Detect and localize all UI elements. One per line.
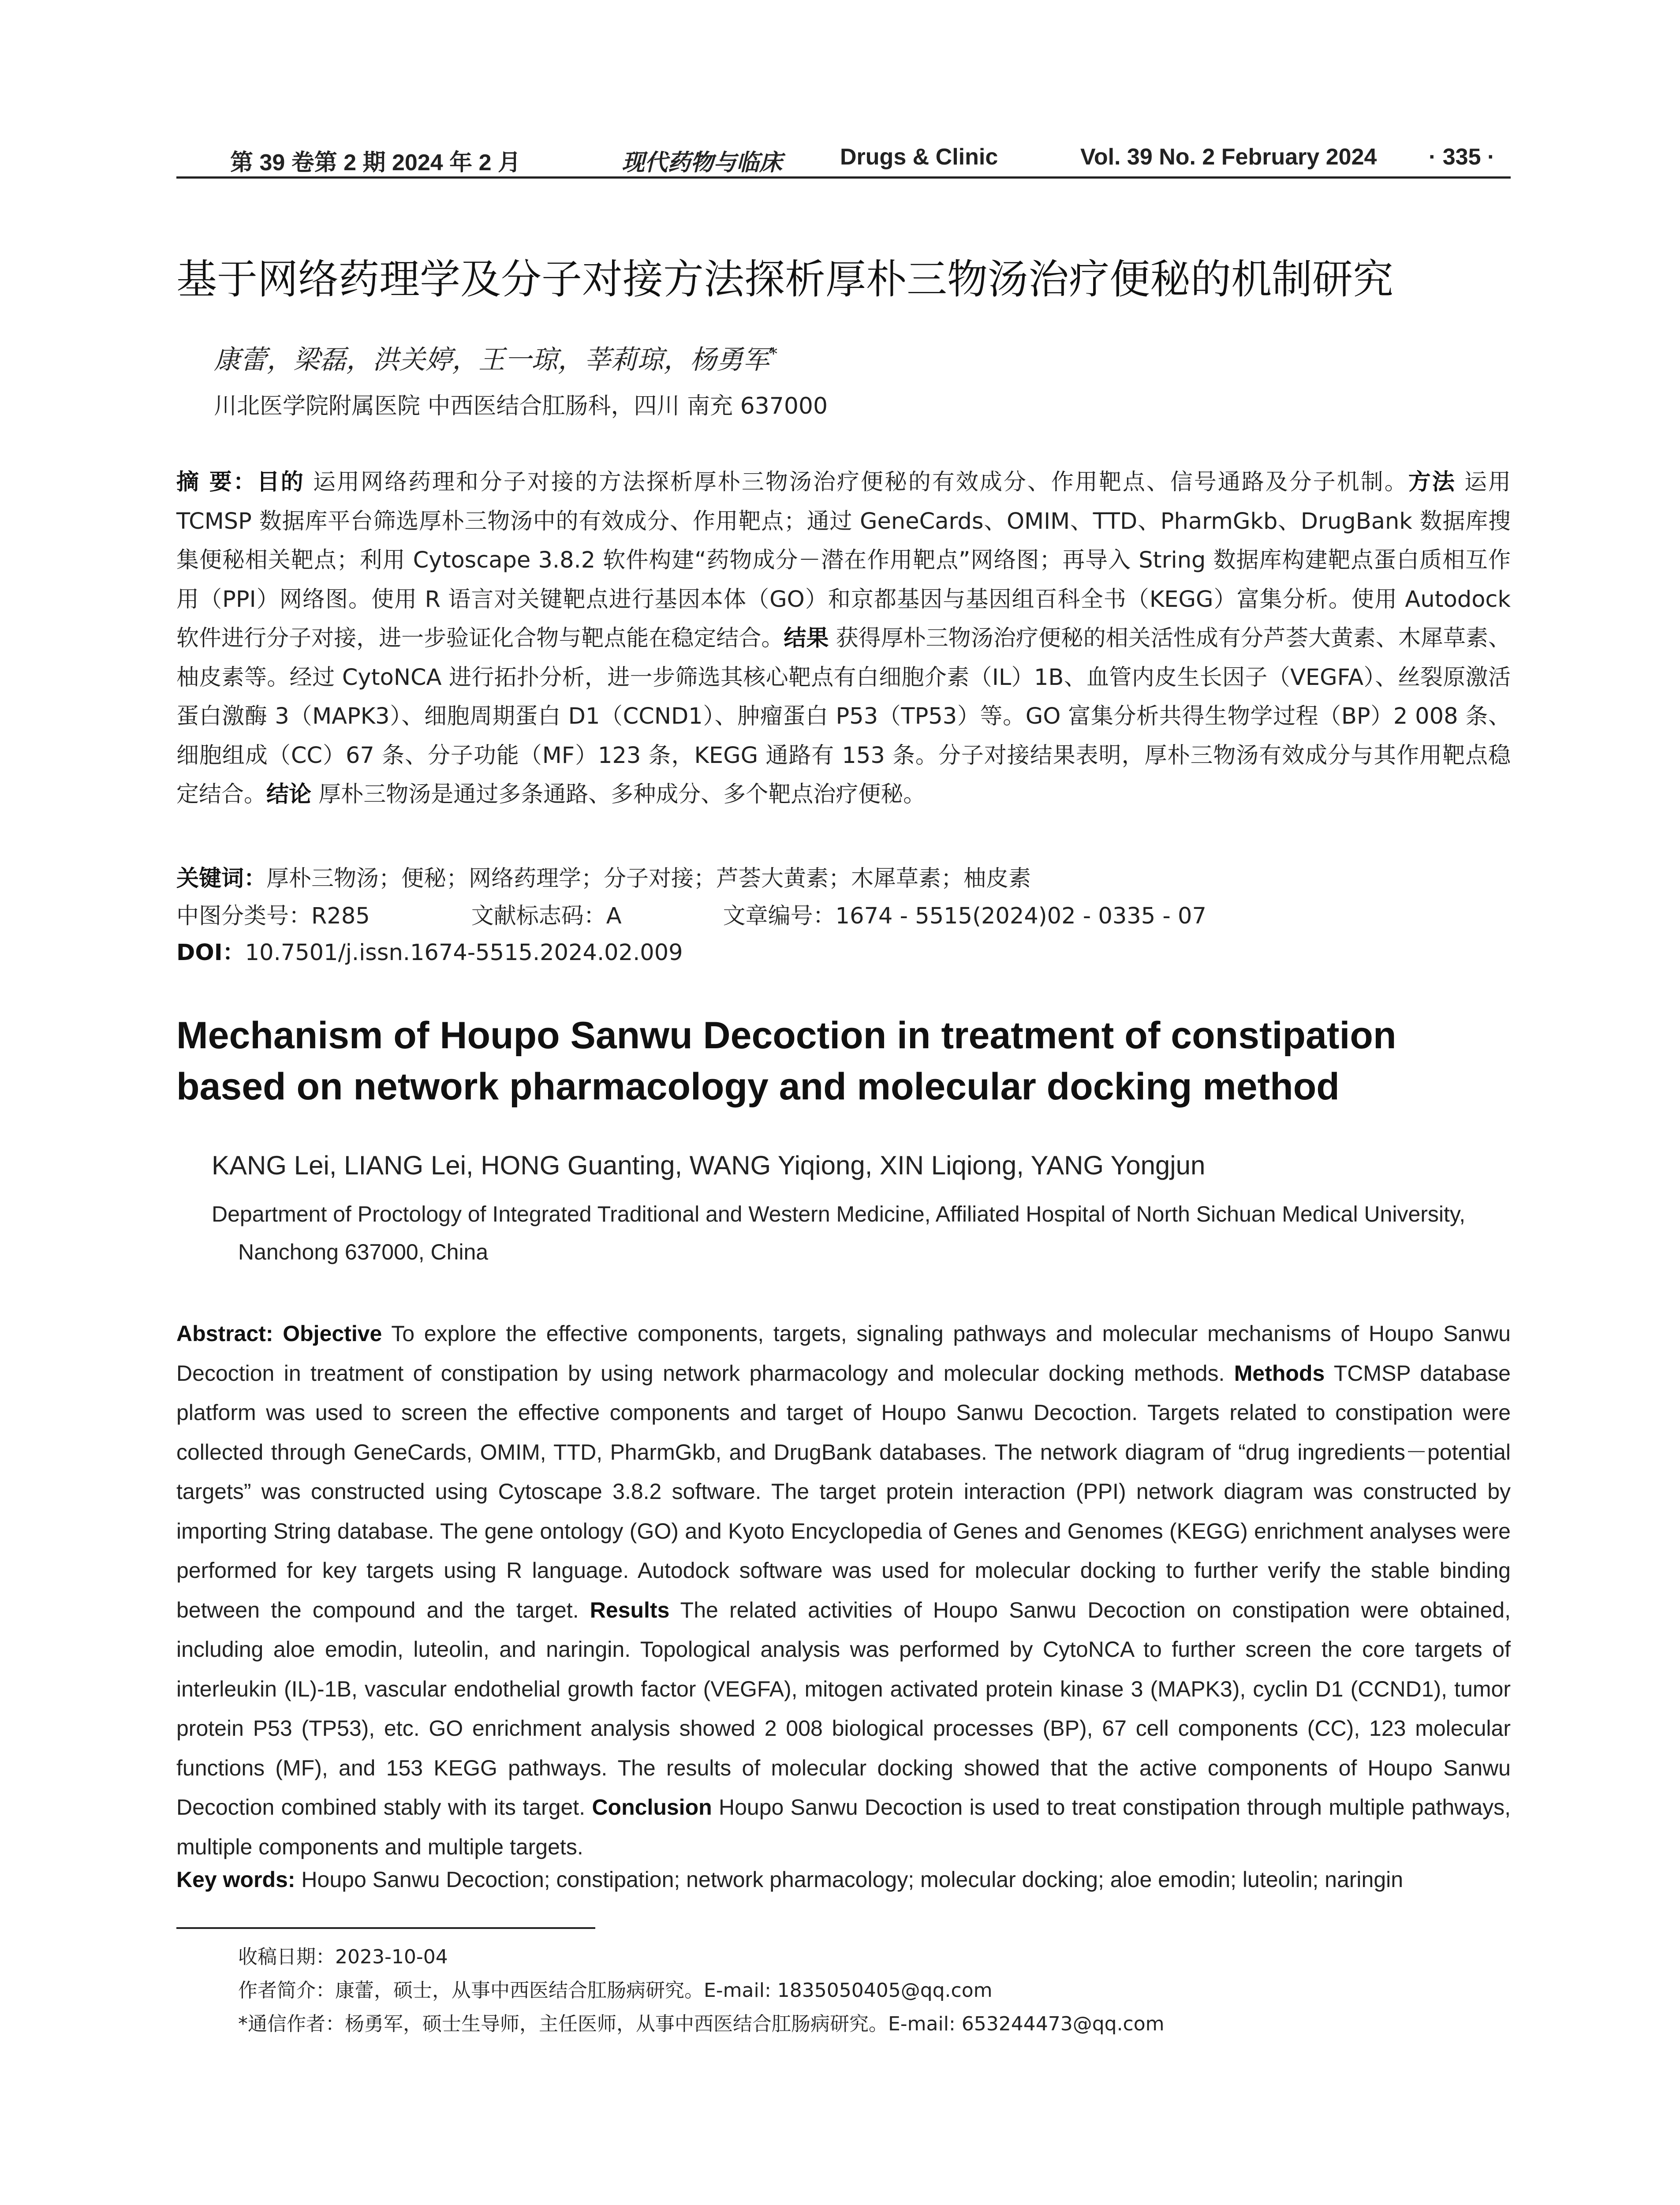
- en-conclusion-text: Houpo Sanwu Decoction is used to treat constipation through multiple pathways, multiple components and multiple targets.: [176, 1795, 1511, 1859]
- en-conclusion-label: Conclusion: [592, 1795, 712, 1820]
- en-methods-text: TCMSP database platform was used to screen the effective components and target of Houpo Sanwu Decoction. Targets related to constipation were collected through GeneCards, OMIM, TTD, PharmGkb, and DrugBank databases. The network diagram of “drug ingredients－potential targets” was constructed using Cytoscape 3.8.2 software. The target protein interaction (PPI) network diagram was constructed by importing String database. The gene ontology (GO) and Kyoto Encyclopedia of Genes and Genomes (KEGG) enrichment analyses were performed for key targets using R language. Autodock software was used for molecular docking to further verify the stable binding between the compound and the target.: [176, 1360, 1511, 1622]
- header-journal-en: Drugs & Clinic: [840, 144, 998, 170]
- header-issue: 第 39 卷第 2 期 2024 年 2 月: [230, 150, 521, 176]
- document-code: 文献标志码：A: [471, 903, 622, 929]
- en-keywords: [176, 1867, 1511, 1892]
- footnote-received: 收稿日期：2023-10-04: [238, 1946, 448, 1968]
- footnote-divider: [176, 1927, 595, 1929]
- en-keywords-text: Houpo Sanwu Decoction; constipation; network pharmacology; molecular docking; aloe emodin; luteolin; naringin: [295, 1867, 1404, 1892]
- cn-conclusion-text: 厚朴三物汤是通过多条通路、多种成分、多个靶点治疗便秘。: [311, 781, 926, 807]
- cn-keywords-text: 厚朴三物汤；便秘；网络药理学；分子对接；芦荟大黄素；木犀草素；柚皮素: [266, 866, 1031, 892]
- doi-label: DOI：: [176, 940, 245, 966]
- doi-link[interactable]: 10.7501/j.issn.1674-5515.2024.02.009: [245, 940, 683, 966]
- cn-title: 基于网络药理学及分子对接方法探析厚朴三物汤治疗便秘的机制研究: [176, 256, 1394, 303]
- doi: [176, 934, 1511, 967]
- en-abstract: [176, 1314, 1511, 1867]
- cn-abstract-label: 摘 要：: [176, 469, 257, 495]
- corresponding-mark: *: [769, 345, 777, 363]
- cn-keywords: [176, 860, 1511, 893]
- en-keywords-label: Key words:: [176, 1867, 295, 1892]
- en-abstract-label: Abstract: Objective: [176, 1321, 382, 1346]
- cn-classification: [176, 897, 1511, 930]
- en-title: Mechanism of Houpo Sanwu Decoction in treatment of constipation based on network pharmacology and molecular docking method: [176, 1014, 1396, 1108]
- header-journal-cn: 现代药物与临床: [622, 149, 783, 176]
- cn-objective-text: 运用网络药理和分子对接的方法探析厚朴三物汤治疗便秘的有效成分、作用靶点、信号通路及分子机制。: [304, 469, 1408, 495]
- en-methods-label: Methods: [1234, 1360, 1325, 1386]
- cn-methods-label: 方法: [1408, 469, 1456, 495]
- en-objective-text: To explore the effective components, targets, signaling pathways and molecular mechanisms of Houpo Sanwu Decoction in treatment of constipation by using network pharmacology and molecular docking methods.: [176, 1321, 1511, 1386]
- header-page-number: · 335 ·: [1429, 144, 1495, 170]
- en-affiliation-line-2: Nanchong 637000, China: [238, 1240, 489, 1264]
- header-volume: Vol. 39 No. 2 February 2024: [1080, 144, 1377, 170]
- cn-abstract: [176, 463, 1511, 815]
- clc-number: 中图分类号：R285: [176, 903, 370, 929]
- en-affiliation-line-1: Department of Proctology of Integrated Traditional and Western Medicine, Affiliated Hospital of North Sichuan Medical University,: [212, 1202, 1466, 1226]
- running-header: [176, 141, 1511, 179]
- cn-results-text: 获得厚朴三物汤治疗便秘的相关活性成有分芦荟大黄素、木犀草素、柚皮素等。经过 CytoNCA 进行拓扑分析，进一步筛选其核心靶点有白细胞介素（IL）1B、血管内皮生长因子（VEGFA）、丝裂原激活蛋白激酶 3（MAPK3）、细胞周期蛋白 D1（CCND1）、肿瘤蛋白 P53（TP53）等。GO 富集分析共得生物学过程（BP）2 008 条、细胞组成（CC）67 条、分子功能（MF）123 条，KEGG 通路有 153 条。分子对接结果表明，厚朴三物汤有效成分与其作用靶点稳定结合。: [176, 625, 1511, 807]
- en-authors: KANG Lei, LIANG Lei, HONG Guanting, WANG Yiqiong, XIN Liqiong, YANG Yongjun: [212, 1151, 1206, 1180]
- cn-conclusion-label: 结论: [266, 781, 312, 807]
- footnotes: [238, 1940, 1508, 2041]
- cn-keywords-label: 关键词：: [176, 866, 267, 892]
- en-results-text: The related activities of Houpo Sanwu Decoction on constipation were obtained, including aloe emodin, luteolin, and naringin. Topological analysis was performed by CytoNCA to further screen the core targets of interleukin (IL)-1B, vascular endothelial growth factor (VEGFA), mitogen activated protein kinase 3 (MAPK3), cyclin D1 (CCND1), tumor protein P53 (TP53), etc. GO enrichment analysis showed 2 008 biological processes (BP), 67 cell components (CC), 123 molecular functions (MF), and 153 KEGG pathways. The results of molecular docking showed that the active components of Houpo Sanwu Decoction combined stably with its target.: [176, 1597, 1511, 1820]
- cn-authors: [214, 339, 777, 377]
- en-affiliation: [212, 1195, 1512, 1271]
- cn-affiliation: 川北医学院附属医院 中西医结合肛肠科，四川 南充 637000: [214, 393, 828, 419]
- footnote-corresponding: *通信作者：杨勇军，硕士生导师，主任医师，从事中西医结合肛肠病研究。E-mail: 653244473@qq.com: [238, 2013, 1165, 2035]
- cn-results-label: 结果: [784, 625, 829, 651]
- en-results-label: Results: [590, 1597, 670, 1622]
- cn-methods-text: 运用 TCMSP 数据库平台筛选厚朴三物汤中的有效成分、作用靶点；通过 GeneCards、OMIM、TTD、PharmGkb、DrugBank 数据库搜集便秘相关靶点；利用 Cytoscape 3.8.2 软件构建“药物成分－潜在作用靶点”网络图；再导入 String 数据库构建靶点蛋白质相互作用（PPI）网络图。使用 R 语言对关键靶点进行基因本体（GO）和京都基因与基因组百科全书（KEGG）富集分析。使用 Autodock 软件进行分子对接，进一步验证化合物与靶点能在稳定结合。: [176, 469, 1511, 651]
- footnote-author-bio: 作者简介：康蕾，硕士，从事中西医结合肛肠病研究。E-mail: 1835050405@qq.com: [238, 1979, 993, 2002]
- cn-objective-label: 目的: [257, 469, 305, 495]
- cn-author-list: 康蕾，梁磊，洪关婷，王一琼，莘莉琼，杨勇军: [214, 344, 769, 375]
- article-number: 文章编号：1674 - 5515(2024)02 - 0335 - 07: [723, 903, 1206, 929]
